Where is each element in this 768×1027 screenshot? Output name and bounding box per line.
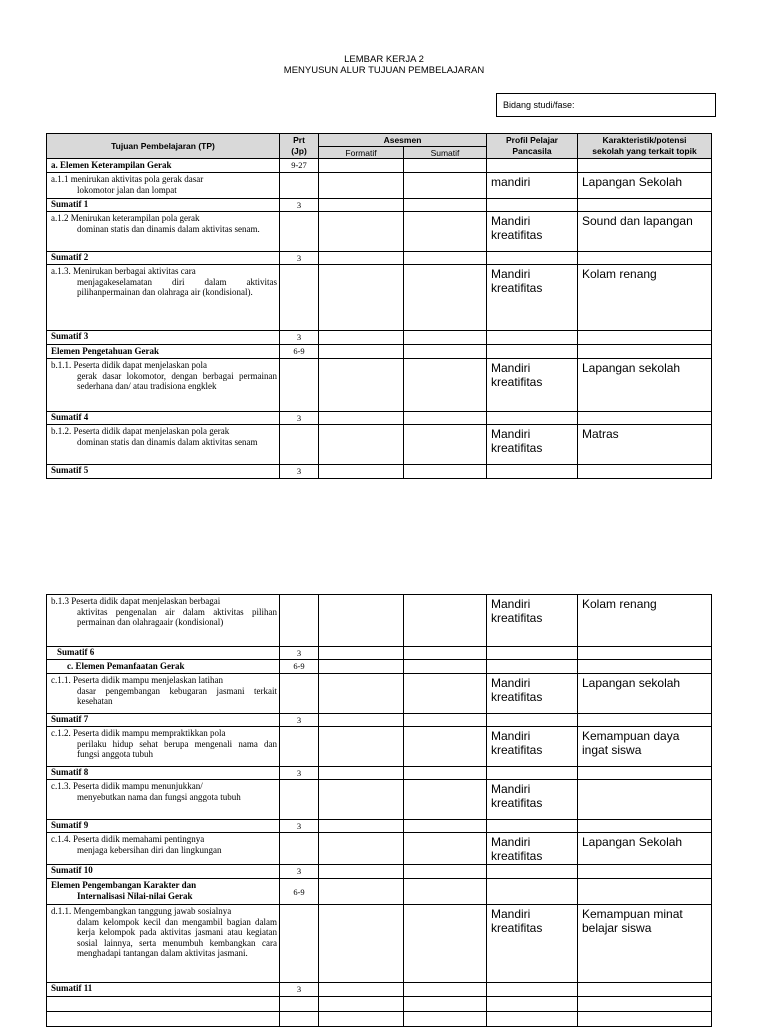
tp-cell: c.1.3. Peserta didik mampu menunjukkan/ menyebutkan nama dan fungsi anggota tubuh [47,780,280,820]
tp-cell: c.1.1. Peserta didik mampu menjelaskan latihan dasar pengembangan kebugaran jasmani terkait kesehatan [47,674,280,714]
sumatif-label: Sumatif 2 [47,252,280,265]
jp-cell: 3 [280,252,319,265]
table-row [47,647,712,660]
tp-cell: c.1.2. Peserta didik mampu mempraktikkan pola perilaku hidup sehat berupa mengenali nama dan fungsi anggota tubuh [47,727,280,767]
sumatif-label: Sumatif 11 [47,983,280,997]
table-row [47,465,712,479]
table-row [47,199,712,212]
table-row [47,331,712,345]
sumatif-label: Sumatif 7 [47,714,280,727]
profil-cell: mandiri [487,173,578,199]
profil-cell: Mandiri kreatifitas [487,905,578,983]
elemen-heading: c. Elemen Pemanfaatan Gerak [47,660,280,674]
table-row [47,997,712,1012]
jp-cell: 3 [280,983,319,997]
table-row [47,714,712,727]
learning-goals-table-2 [46,594,712,1027]
sumatif-label: Sumatif 10 [47,865,280,879]
karakteristik-cell: Lapangan Sekolah [578,833,712,865]
karakteristik-cell: Kemampuan daya ingat siswa [578,727,712,767]
sumatif-label: Sumatif 5 [47,465,280,479]
karakteristik-cell: Kolam renang [578,595,712,647]
tp-cell: b.1.3 Peserta didik dapat menjelaskan berbagai aktivitas pengenalan air dalam aktivitas pilihan permainan dan olahragaair (kondisional) [47,595,280,647]
table-row [47,767,712,780]
table-row [47,173,712,199]
tp-cell: d.1.1. Mengembangkan tanggung jawab sosialnya dalam kelompok kecil dan mengambil bagian dalam kerja kelompok pada aktivitas jasmani atau kegiatan sosial lainnya, serta menumbuh kembangkan cara menghadapi tantangan dalam aktivitas jasmani. [47,905,280,983]
worksheet-subtitle: MENYUSUN ALUR TUJUAN PEMBELAJARAN [283,65,485,76]
sumatif-label: Sumatif 6 [47,647,280,660]
table-row [47,983,712,997]
karakteristik-cell: Matras [578,425,712,465]
table-row [47,595,712,647]
jp-cell: 3 [280,767,319,780]
table-row [47,212,712,252]
tp-cell: b.1.1. Peserta didik dapat menjelaskan pola gerak dasar lokomotor, dengan berbagai permainan sederhana dan/ atau tradisiona engklek [47,359,280,412]
header-asesmen: Asesmen [319,134,487,147]
tp-cell: c.1.4. Peserta didik memahami pentingnya menjaga kebersihan diri dan lingkungan [47,833,280,865]
table-row [47,674,712,714]
table-row [47,879,712,905]
elemen-heading: a. Elemen Keterampilan Gerak [47,159,280,173]
karakteristik-cell: Sound dan lapangan [578,212,712,252]
tp-cell: a.1.1 menirukan aktivitas pola gerak dasar lokomotor jalan dan lompat [47,173,280,199]
profil-cell: Mandiri kreatifitas [487,833,578,865]
jp-cell: 3 [280,331,319,345]
table-row [47,780,712,820]
table-row [47,727,712,767]
sumatif-label: Sumatif 4 [47,412,280,425]
table-row [47,865,712,879]
header-sumatif: Sumatif [404,147,487,159]
table-row [47,833,712,865]
sumatif-label: Sumatif 8 [47,767,280,780]
profil-cell: Mandiri kreatifitas [487,780,578,820]
profil-cell: Mandiri kreatifitas [487,727,578,767]
tp-cell: b.1.2. Peserta didik dapat menjelaskan pola gerak dominan statis dan dinamis dalam aktivitas senam [47,425,280,465]
header-profil: Profil Pelajar Pancasila [487,134,578,159]
profil-cell: Mandiri kreatifitas [487,595,578,647]
sumatif-label: Sumatif 1 [47,199,280,212]
karakteristik-cell: Lapangan sekolah [578,359,712,412]
jp-cell: 9-27 [280,159,319,173]
learning-goals-table-1 [46,133,712,479]
jp-cell: 6-9 [280,345,319,359]
elemen-heading: Elemen Pengembangan Karakter dan Internalisasi Nilai-nilai Gerak [47,879,280,905]
table-row [47,425,712,465]
table-row [47,252,712,265]
jp-cell: 3 [280,412,319,425]
jp-cell: 3 [280,865,319,879]
karakteristik-cell: Lapangan Sekolah [578,173,712,199]
table-row [47,905,712,983]
karakteristik-cell: Kolam renang [578,265,712,331]
elemen-heading: Elemen Pengetahuan Gerak [47,345,280,359]
tp-cell: a.1.2 Menirukan keterampilan pola gerak dominan statis dan dinamis dalam aktivitas senam. [47,212,280,252]
jp-cell: 3 [280,465,319,479]
profil-cell: Mandiri kreatifitas [487,212,578,252]
header-tp: Tujuan Pembelajaran (TP) [47,134,280,159]
sumatif-label: Sumatif 9 [47,820,280,833]
jp-cell: 3 [280,820,319,833]
table-row [47,359,712,412]
bidang-studi-field[interactable]: Bidang studi/fase: [496,93,716,117]
karakteristik-cell: Kemampuan minat belajar siswa [578,905,712,983]
header-prt: Prt (Jp) [280,134,319,159]
table-row [47,412,712,425]
jp-cell: 6-9 [280,660,319,674]
profil-cell: Mandiri kreatifitas [487,674,578,714]
karakteristik-cell: Lapangan sekolah [578,674,712,714]
jp-cell: 3 [280,199,319,212]
table-row [47,660,712,674]
worksheet-title: LEMBAR KERJA 2 [344,54,424,65]
profil-cell: Mandiri kreatifitas [487,425,578,465]
sumatif-label: Sumatif 3 [47,331,280,345]
table-row [47,1012,712,1027]
jp-cell: 3 [280,714,319,727]
jp-cell: 6-9 [280,879,319,905]
header-karakteristik: Karakteristik/potensi sekolah yang terkait topik [578,134,712,159]
table-row [47,820,712,833]
profil-cell: Mandiri kreatifitas [487,265,578,331]
table-row [47,159,712,173]
header-formatif: Formatif [319,147,404,159]
tp-cell: a.1.3. Menirukan berbagai aktivitas cara menjagakeselamatan diri dalam aktivitas pilihanpermainan dan olahraga air (kondisional). [47,265,280,331]
profil-cell: Mandiri kreatifitas [487,359,578,412]
jp-cell: 3 [280,647,319,660]
table-row [47,265,712,331]
table-row [47,345,712,359]
